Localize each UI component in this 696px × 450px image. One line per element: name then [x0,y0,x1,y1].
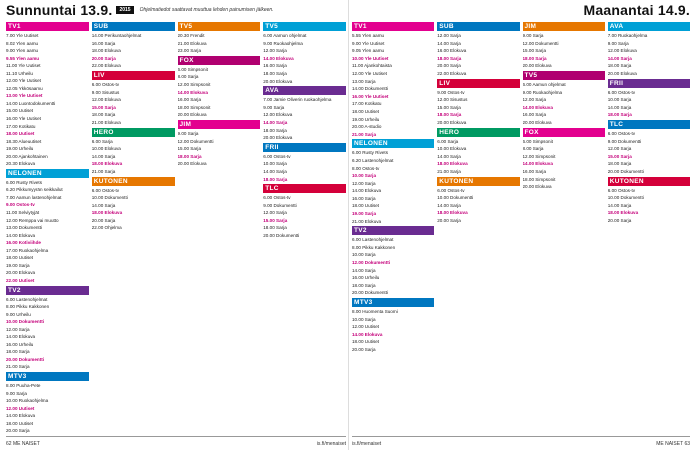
program-listing: 20.00 Elokuva [177,161,207,167]
channel-header: TLC [263,184,346,193]
program-listing: 9.00 Dokumentti [263,202,297,208]
program-listing: 6.00 Lastenohjelmat [6,296,48,302]
channel-header: FRII [263,143,346,152]
program-listing: 6.00 Ostos-tv [607,187,636,193]
program-listing: 21.00 Sarja [352,131,377,137]
program-listing: 18.00 Elokuva [437,161,468,167]
program-listing: 11.00 Yle Uutiset [6,63,41,69]
program-listing: 12.00 Dokumentti [522,40,559,46]
program-listing: 8.00 Pikku Kakkonen [6,304,50,310]
program-listing: 20.00 Dokumentti [352,290,389,296]
program-listing: 17.00 Ruokaohjelma [6,247,49,253]
program-listing: 20.00 Sarja [91,55,116,61]
schedule-column [178,22,261,434]
program-listing: 20.00 Ajankohtainen [6,153,48,159]
program-listing: 8.00 Sarja [177,74,199,80]
program-listing: 20.00 Elokuva [522,119,552,125]
program-listing: 7.00 Yle Uutiset [6,33,39,38]
right-page-footer [352,436,690,450]
program-listing: 6.00 Ostos-tv [263,195,291,201]
program-listing: 19.00 Sarja [6,262,30,268]
left-page-footer [6,436,346,450]
channel-header: HERO [92,128,175,137]
program-listing: 14.00 Sarja [91,202,116,208]
program-listing: 14.00 Sarja [91,153,116,159]
channel-header: TV2 [6,286,89,295]
schedule-column [437,22,519,434]
program-listing: 6.00 Ostos-tv [263,153,291,159]
program-listing: 8.00 Ostos-tv [352,165,380,171]
program-listing: 12.00 Dokumentti [352,260,391,266]
program-listing: 8.00 Pikku Kakkonen [352,244,396,250]
program-listing: 23.00 Sarja [177,48,201,54]
program-listing: 12.00 Sarja [263,48,287,54]
program-listing: 15.00 Sarja [263,217,288,223]
program-listing: 8.00 Puuha-Pete [6,382,41,388]
program-listing: 18.00 Elokuva [91,48,121,54]
program-listing: 10.00 Ruokaohjelma [6,398,49,404]
program-listing: 13.00 Yle Uutiset [6,93,43,99]
program-listing: 9.00 Sarja [177,130,199,136]
program-listing: 14.00 Elokuva [263,55,294,61]
channel-header: TV1 [352,22,434,31]
program-listing: 6.00 Ostos-tv [91,187,120,193]
program-listing: 14.00 Sarja [607,202,632,208]
program-listing: 20.00 Sarja [437,63,461,69]
program-listing: 22.00 Elokuva [91,63,121,69]
channel-header: KUTONEN [437,177,519,186]
program-listing: 14.00 Elokuva [177,89,208,95]
program-listing: 13.00 Sarja [352,78,376,84]
program-listing: 20.00 Elokuva [6,270,36,276]
program-listing: 16.00 Kotiviihde [6,240,41,246]
program-listing: 18.00 Sarja [352,282,376,288]
program-listing: 11.00 Selviytyjät [6,210,40,216]
program-listing: 12.00 Elokuva [263,112,293,118]
program-listing: 18.00 Sarja [437,112,462,118]
program-listing: 6.00 Sarja [437,138,459,144]
program-listing: 14.00 Elokuva [522,104,553,110]
channel-header: AVA [263,86,346,95]
program-listing: 18.00 Uutiset [6,255,34,261]
program-listing: 18.00 Sarja [607,63,632,69]
schedule-column [6,22,89,434]
program-listing: 20.00 Elokuva [177,112,207,118]
program-listing: 17.00 Kotikatu [6,123,36,129]
program-listing: 9.00 Ostos-tv [6,202,35,208]
program-listing: 18.00 Uutiset [352,108,380,114]
disclaimer-text: Ohjelmatiedot saattavat muuttua lehden painumisen jälkeen. [139,7,274,13]
program-listing: 9.00 Sarja [607,40,629,46]
left-page-header [6,0,346,20]
program-listing: 12.00 Remppa vai muutto [6,217,59,223]
program-listing: 20.00 Elokuva [263,78,293,84]
program-listing: 20.00 Dokumentti [263,233,300,239]
program-listing: 10.00 Sarja [263,161,287,167]
channel-header: NELONEN [6,169,89,178]
channel-header: TV5 [523,71,605,80]
program-listing: 7.00 Jamie Oliverin ruokaohjelma [263,97,332,103]
program-listing: 16.00 Sarja [91,40,116,46]
program-listing: 9.00 Yle Uutiset [352,40,385,46]
program-listing: 6.20 Pikkumyyrän seikkailut [6,187,63,193]
channel-header: LIV [437,79,519,88]
program-listing: 9.00 Sarja [522,33,544,38]
right-schedule-grid [352,22,690,434]
schedule-column [263,22,346,434]
program-listing: 9.00 Ostos-tv [437,89,465,95]
right-page-header [352,0,690,20]
program-listing: 18.00 Sarja [91,112,116,118]
channel-header: JIM [178,120,261,129]
program-listing: 9.00 Sisustus [91,89,120,95]
program-listing: 19.00 Urheilu [6,146,34,152]
program-listing: 21.00 Sarja [6,364,30,370]
program-listing: 10.00 Sarja [607,97,632,103]
program-listing: 7.00 Aamun lastenohjelmat [6,194,62,200]
program-listing: 6.00 Simpsonit [177,66,208,72]
program-listing: 10.00 Elokuva [91,146,121,152]
program-listing: 18.00 Sarja [6,349,30,355]
program-listing: 20.00 Dokumentti [6,356,45,362]
channel-header: TV2 [352,226,434,235]
channel-header: FOX [178,56,261,65]
program-listing: 20.00 A-studio [352,124,382,130]
program-listing: 10.00 Yle Uutiset [352,55,389,61]
program-listing: 10.00 Dokumentti [91,195,128,201]
page-divider [348,0,349,450]
left-page-number: 62 ME NAISET [6,440,40,447]
program-listing: 12.00 Simpsonit [522,153,556,159]
channel-header: KUTONEN [608,177,690,186]
program-listing: 16.00 Sarja [522,112,546,118]
program-listing: 20.00 Sarja [6,428,30,434]
program-listing: 17.00 Kotikatu [352,101,382,107]
program-listing: 15.00 Sarja [91,104,116,110]
program-listing: 18.00 Simpsonit [522,176,556,182]
program-listing: 16.00 Yle Uutiset [6,116,41,122]
program-listing: 12.00 Elokuva [607,48,637,54]
program-listing: 18.00 Uutiset [6,131,35,137]
right-footer-url[interactable]: is.fi/menaiset [352,440,382,447]
program-listing: 12.00 Sarja [352,180,376,186]
program-listing: 14.00 Dokumentti [352,86,389,92]
program-listing: 12.00 Yle Uutiset [352,70,387,76]
program-listing: 20.00 Sarja [607,217,632,223]
program-listing: 18.00 Sarja [263,127,287,133]
program-listing: 12.00 Uutiset [352,324,380,330]
channel-header: HERO [437,128,519,137]
program-listing: 8.00 Sarja [522,146,544,152]
program-listing: 21.00 Elokuva [177,40,207,46]
program-listing: 12.00 Sarja [437,33,461,38]
program-listing: 18.00 Uutiset [6,420,34,426]
channel-header: TV1 [6,22,89,31]
program-listing: 12.00 Simpsonit [177,81,211,87]
channel-header: TV5 [178,22,261,31]
schedule-column [608,22,690,434]
program-listing: 18.00 Sarja [607,112,632,118]
channel-header: LIV [92,71,175,80]
program-listing: 16.00 Urheilu [352,275,380,281]
program-listing: 14.00 Elokuva [6,232,36,238]
program-listing: 18.00 Uutiset [352,203,380,209]
program-listing: 20.30 Elokuva [6,161,36,167]
channel-header: AVA [608,22,690,31]
program-listing: 16.00 Urheilu [6,341,34,347]
channel-header: TV5 [263,22,346,31]
program-listing: 14.00 Elokuva [352,188,382,194]
program-listing: 12.00 Yle Uutiset [6,78,41,84]
program-listing: 6.00 Sarja [91,138,113,144]
program-listing: 9.00 Ylen aamu [6,48,39,54]
program-listing: 9.00 Ruokaohjelma [263,40,303,46]
left-footer-url[interactable]: is.fi/menaiset [316,440,346,447]
program-listing: 14.00 Sarja [437,202,461,208]
schedule-column [92,22,175,434]
program-listing: 11.10 Urheilu [6,70,33,76]
schedule-column [352,22,434,434]
left-day-title: Sunnuntai 13.9. [6,2,113,18]
program-listing: 12.00 Sarja [522,97,546,103]
program-listing: 20.00 Dokumentti [607,168,644,174]
program-listing: 18.00 Elokuva [91,161,123,167]
program-listing: 6.00 Aamun ohjelmat [522,81,566,87]
program-listing: 16.00 Elokuva [437,48,467,54]
program-listing: 9.00 Urheilu [6,311,31,317]
program-listing: 9.55 Ylen aamu [6,55,40,61]
schedule-column [523,22,605,434]
program-listing: 18.00 Sarja [607,161,632,167]
right-day-title: Maanantai 14.9. [583,2,690,18]
program-listing: 18.00 Sarja [263,176,288,182]
program-listing: 14.00 Elokuva [6,334,36,340]
program-listing: 18.00 Sarja [437,55,462,61]
program-listing: 13.00 Dokumentti [6,225,43,231]
program-listing: 12.00 Sarja [263,210,287,216]
program-listing: 21.00 Sarja [91,168,116,174]
program-listing: 12.00 Elokuva [91,97,121,103]
channel-header: KUTONEN [92,177,175,186]
program-listing: 9.00 Sarja [6,390,27,396]
program-listing: 14.00 Luontodokumentti [6,100,56,106]
program-listing: 10.00 Sarja [352,252,376,258]
program-listing: 15.00 Sarja [437,104,461,110]
program-listing: 7.00 Ruokaohjelma [607,33,648,38]
program-listing: 12.00 Dokumentti [177,138,214,144]
program-listing: 11.00 Ajankohtaista [352,63,392,69]
program-listing: 12.00 Uutiset [6,405,35,411]
program-listing: 8.02 Ylen aamu [6,40,39,46]
program-listing: 15.00 Uutiset [6,108,34,114]
program-listing: 8.00 Huomenta Suomi [352,309,398,314]
left-schedule-grid [6,22,346,434]
program-listing: 18.00 Uutiset [352,339,380,345]
program-listing: 6.00 Simpsonit [522,138,553,144]
program-listing: 18.00 Elokuva [91,210,123,216]
program-listing: 6.00 Ostos-tv [607,89,636,95]
program-listing: 9.00 Sarja [263,104,285,110]
channel-header: FOX [523,128,605,137]
program-listing: 18.00 Sarja [263,70,287,76]
program-listing: 18.00 Elokuva [437,210,468,216]
program-listing: 14.00 Sarja [437,40,461,46]
program-listing: 22.00 Uutiset [6,277,35,283]
program-listing: 21.00 Elokuva [91,119,121,125]
program-listing: 20.00 Sarja [91,217,116,223]
program-listing: 6.00 Ostos-tv [607,130,636,136]
program-listing: 15.00 Sarja [177,146,201,152]
program-listing: 16.00 Yle Uutiset [352,93,389,99]
channel-header: MTV3 [352,298,434,307]
program-listing: 10.00 Dokumentti [437,195,474,201]
program-listing: 9.05 Ylen aamu [352,48,385,54]
channel-header: FRII [608,79,690,88]
program-listing: 12.00 Sarja [607,146,632,152]
program-listing: 20.00 Elokuva [607,70,637,76]
program-listing: 9.00 Dokumentti [607,138,642,144]
program-listing: 10.00 Dokumentti [6,319,45,325]
channel-header: NELONEN [352,139,434,148]
year-badge: 2015 [116,6,133,14]
program-listing: 14.00 Sarja [263,119,288,125]
program-listing: 14.00 Sarja [263,168,287,174]
program-listing: 18.00 Simpsonit [177,104,211,110]
program-listing: 14.00 Sarja [437,153,461,159]
program-listing: 14.00 Perikuntaohjelmat [91,33,142,38]
program-listing: 10.00 Sarja [352,316,376,322]
program-listing: 12.00 Sisustus [437,97,468,103]
program-listing: 18.00 Sarja [177,153,202,159]
program-listing: 20.30 Frendit [177,33,205,38]
program-listing: 16.00 Sarja [352,195,376,201]
program-listing: 5.55 Ylen aamu [352,33,385,38]
program-listing: 6.00 Aamun ohjelmat [263,33,307,38]
program-listing: 20.00 Elokuva [263,135,293,141]
program-listing: 14.00 Elokuva [352,331,383,337]
program-listing: 14.00 Elokuva [6,413,36,419]
program-listing: 14.00 Sarja [352,267,376,273]
program-listing: 6.00 Ostos-tv [437,187,465,193]
program-listing: 10.00 Elokuva [437,146,467,152]
program-listing: 16.00 Sarja [263,63,287,69]
program-listing: 15.00 Sarja [522,48,546,54]
program-listing: 6.00 Rusty Rivets [352,150,388,156]
program-listing: 6.20 Lastenohjelmat [352,157,394,163]
program-listing: 19.00 Urheilu [352,116,380,122]
program-listing: 10.00 Sarja [352,173,377,179]
right-page-number: ME NAISET 63 [656,440,690,447]
program-listing: 15.00 Sarja [607,153,632,159]
program-listing: 21.00 Elokuva [352,218,382,224]
program-listing: 10.00 Dokumentti [607,195,644,201]
program-listing: 20.00 Elokuva [522,63,552,69]
program-listing: 16.00 Sarja [177,97,201,103]
program-listing: 12.00 Sarja [6,326,30,332]
program-listing: 12.05 Ykkösaamu [6,85,43,91]
program-listing: 20.00 Elokuva [522,184,552,190]
program-listing: 19.00 Sarja [352,211,377,217]
program-listing: 22.00 Elokuva [437,70,467,76]
program-listing: 18.00 Sarja [263,225,287,231]
channel-header: SUB [437,22,519,31]
program-listing: 20.00 Sarja [352,346,376,352]
program-listing: 18.30 Alueuutiset [6,138,42,144]
program-listing: 20.00 Sarja [437,217,461,223]
program-listing: 14.00 Sarja [607,104,632,110]
program-listing: 22.00 Ohjelma [91,225,122,231]
program-listing: 14.00 Sarja [607,55,632,61]
program-listing: 14.00 Elokuva [522,161,553,167]
program-listing: 18.00 Elokuva [607,210,639,216]
channel-header: SUB [92,22,175,31]
program-listing: 18.00 Sarja [522,55,547,61]
program-listing: 20.00 Elokuva [437,119,467,125]
channel-header: JIM [523,22,605,31]
channel-header: TLC [608,120,690,129]
program-listing: 6.00 Ostos-tv [91,81,120,87]
program-listing: 16.00 Sarja [522,168,546,174]
program-listing: 21.00 Sarja [437,168,461,174]
program-listing: 6.00 Rusty Rivets [6,179,42,185]
program-listing: 9.00 Ruokaohjelma [522,89,563,95]
channel-header: MTV3 [6,372,89,381]
program-listing: 6.00 Lastenohjelmat [352,237,394,243]
